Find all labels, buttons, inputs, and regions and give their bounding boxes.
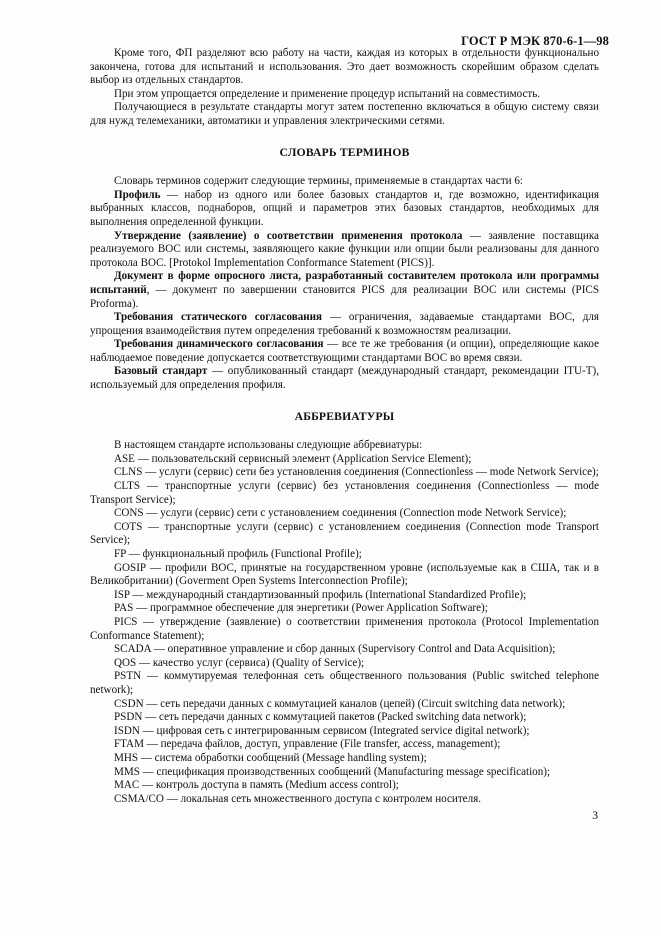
abbreviation-item: SCADA — оперативное управление и сбор данных (Supervisory Control and Data Acquisition); [114,643,556,656]
abbreviation-item: PSDN — сеть передачи данных с коммутацией пакетов (Packed switching data network); [114,711,527,724]
abbreviation-item: PICS — утверждение (заявление) о соответствии применения протокола (Protocol Implementation Conformance Statement); [90,615,599,642]
intro-paragraph: Кроме того, ФП разделяют всю работу на части, каждая из которых в отдельности функционально закончена, готова для испытаний и использования. Это дает возможность скорейшим образом сделать выбор из отдельных стандартов. [90,47,599,87]
abbreviation-item: MHS — система обработки сообщений (Message handling system); [114,751,427,764]
glossary-term: Утверждение (заявление) о соответствии применения протокола [114,229,463,242]
page-number: 3 [592,810,598,822]
abbreviation-item: PAS — программное обеспечение для энергетики (Power Application Software); [114,602,488,615]
abbreviation-item: CSMA/CO — локальная сеть множественного доступа с контролем носителя. [114,792,482,805]
glossary-term: Требования статического согласования [114,311,323,324]
glossary-definition: — опубликованный стандарт (международный стандарт, рекомендации ITU-T), используемый для определения профиля. [90,365,599,392]
glossary-term-entry [90,270,599,311]
intro-paragraph: При этом упрощается определение и применение процедур испытаний на совместимость. [114,87,541,100]
abbreviation-item: CSDN — сеть передачи данных с коммутацией каналов (цепей) (Circuit switching data network); [114,697,566,710]
glossary-definition: — все те же требования (и опции), определяющие какое наблюдаемое поведение допускается соответствующими стандартами ВОС во время связи. [90,338,600,364]
abbreviation-item: CLTS — транспортные услуги (сервис) без установления соединения (Connectionless — mode Transport Service); [90,480,599,506]
glossary-lead: Словарь терминов содержит следующие термины, применяемые в стандартах части 6: [114,175,524,188]
abbreviations-lead: В настоящем стандарте использованы следующие аббревиатуры: [114,439,423,452]
abbreviation-item: GOSIP — профили ВОС, принятые на государственном уровне (используемые как в США, так и в Великобритании) (Goverment Open Systems Interconnection Profile); [90,561,599,588]
intro-paragraph: Получающиеся в результате стандарты могут затем постепенно включаться в общую систему связи для нужд телемеханики, автоматики и управления электрическими сетями. [90,101,599,127]
glossary-term-entry [90,365,599,392]
glossary-heading: СЛОВАРЬ ТЕРМИНОВ [279,145,410,159]
glossary-term-entry [90,230,599,271]
abbreviation-item: COTS — транспортные услуги (сервис) с установлением соединения (Connection mode Transport Service); [90,520,599,547]
glossary-term-entry [90,311,599,338]
glossary-definition: — набор из одного или более базовых стандартов и, где возможно, идентификация выбранных классов, поднаборов, опций и параметров этих базовых стандартов, необходимых для выполнения определенной функции. [90,188,599,228]
glossary-term: Документ в форме опросного листа, разработанный составителем протокола или программы испытаний [90,270,599,296]
abbreviation-item: CONS — услуги (сервис) сети с установлением соединения (Connection mode Network Service); [114,507,567,520]
glossary-term: Профиль [114,188,161,201]
abbreviation-item: ASE — пользовательский сервисный элемент (Application Service Element); [114,452,472,465]
glossary-term: Базовый стандарт [114,365,208,378]
glossary-term-entry [90,338,599,365]
abbreviation-item: ISDN — цифровая сеть с интегрированным сервисом (Integrated service digital network); [114,724,530,737]
abbreviation-item: FP — функциональный профиль (Functional Profile); [114,548,362,560]
abbreviation-item: FTAM — передача файлов, доступ, управление (File transfer, access, management); [114,738,501,751]
abbreviation-item: PSTN — коммутируемая телефонная сеть общественного пользования (Public switched telephone network); [90,670,599,696]
document-header: ГОСТ Р МЭК 870-6-1—98 [461,34,609,48]
page-body [90,47,599,806]
glossary-definition: — заявление поставщика реализуемого ВОС или системы, заявляющего какие функции или опции были реализованы для данного протокола ВОС. [Protokol Implementation Conformance Statement (PICS)]. [90,229,599,269]
abbreviations-heading: АББРЕВИАТУРЫ [294,409,395,423]
abbreviation-item: MMS — спецификация производственных сообщений (Manufacturing message specification); [114,765,551,778]
abbreviation-item: CLNS — услуги (сервис) сети без установления соединения (Connectionless — mode Network Service); [114,466,599,479]
glossary-definition: , — документ по завершении становится PICS для реализации ВОС или системы (PICS Proforma). [90,283,599,310]
glossary-term: Требования динамического согласования [114,338,324,351]
abbreviation-item: ISP — международный стандартизованный профиль (International Standardized Profile); [114,588,527,601]
glossary-definition: — ограничения, задаваемые стандартами ВОС, для упрощения взаимодействия путем определения требований к возможностям реализации. [90,311,600,337]
abbreviation-item: MAC — контроль доступа в память (Medium access control); [114,779,399,792]
glossary-term-entry [90,189,599,230]
abbreviation-item: QOS — качество услуг (сервиса) (Quality of Service); [114,656,365,669]
